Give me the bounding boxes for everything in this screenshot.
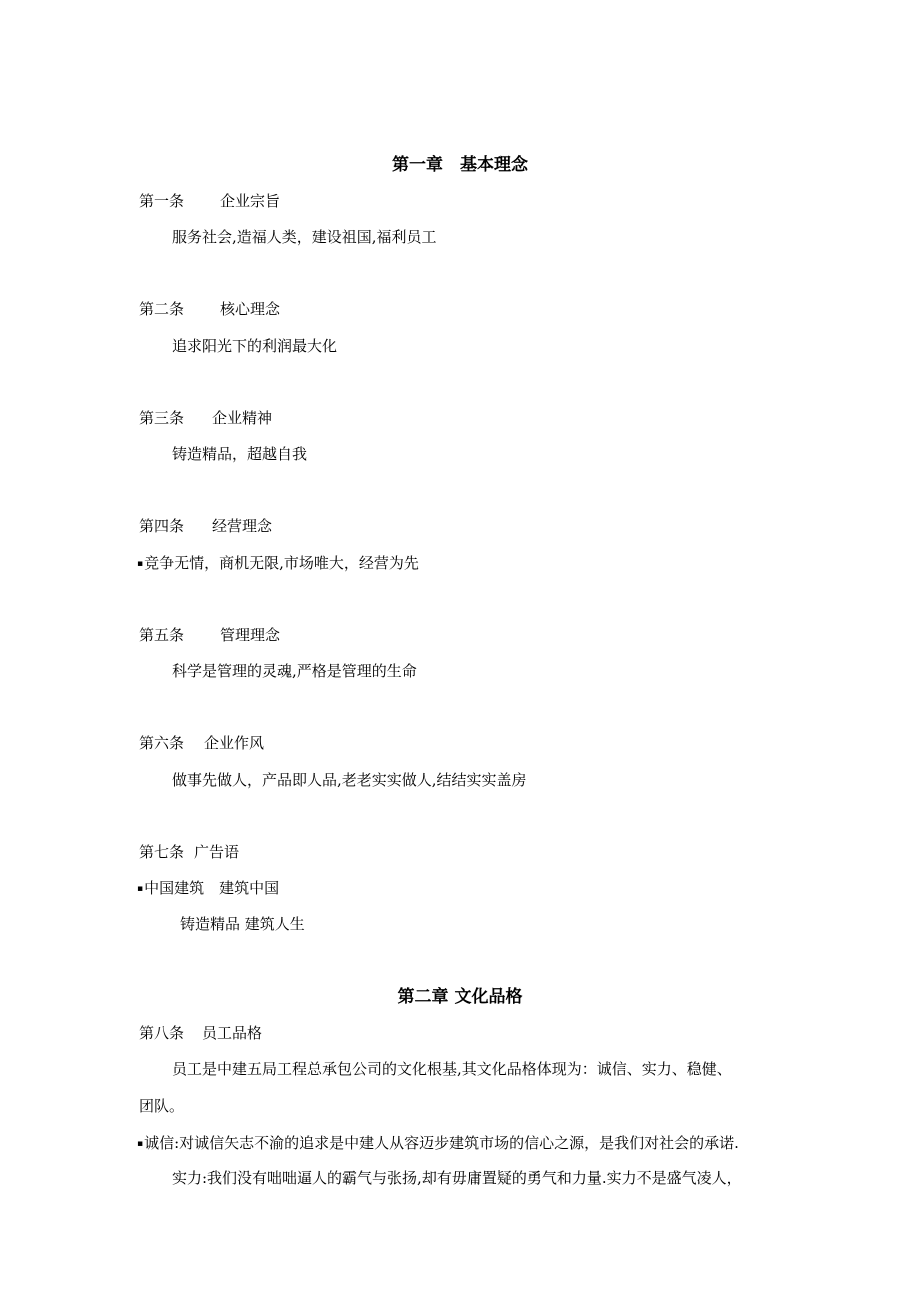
article-content [137,556,419,571]
article-number: 第八条 [139,1024,185,1042]
article-content [137,881,279,896]
article-number: 第一条 [139,192,185,210]
article-content: 团队。 [139,1097,185,1115]
article-content-text: 中国建筑 建筑中国 [144,879,280,897]
bullet-marker: ▪ [137,1139,144,1149]
article-number: 第六条 [139,734,185,752]
article-heading [139,845,239,860]
article-content: 铸造精品 建筑人生 [180,915,305,933]
article-heading [139,194,280,209]
article-name: 广告语 [194,843,240,861]
article-name: 企业宗旨 [220,192,281,210]
article-name: 核心理念 [220,300,281,318]
article-number: 第七条 [139,843,185,861]
article-content: 员工是中建五局工程总承包公司的文化根基,其文化品格体现为：诚信、实力、稳健、 [172,1060,732,1078]
article-number: 第三条 [139,409,185,427]
article-content: 铸造精品，超越自我 [172,445,308,463]
article-name: 经营理念 [212,517,273,535]
article-name: 企业作风 [204,734,265,752]
bullet-marker: ▪ [137,559,144,569]
article-name: 企业精神 [212,409,273,427]
article-heading [139,519,272,534]
article-content [137,1136,739,1151]
article-name: 员工品格 [202,1024,263,1042]
bullet-marker: ▪ [137,884,144,894]
article-content: 追求阳光下的利润最大化 [172,337,338,355]
article-heading [139,302,280,317]
article-heading [139,411,272,426]
article-content: 科学是管理的灵魂,严格是管理的生命 [172,662,417,680]
article-number: 第五条 [139,626,185,644]
article-number: 第二条 [139,300,185,318]
article-heading [139,628,280,643]
article-heading [139,1026,262,1041]
chapter-1-title: 第一章 基本理念 [392,155,528,175]
article-content: 服务社会,造福人类，建设祖国,福利员工 [172,228,437,246]
article-content-text: 竞争无情，商机无限,市场唯大，经营为先 [144,554,419,572]
article-heading [139,736,264,751]
article-number: 第四条 [139,517,185,535]
article-content-text: 诚信:对诚信矢志不渝的追求是中建人从容迈步建筑市场的信心之源，是我们对社会的承诺. [144,1134,739,1152]
chapter-2-title: 第二章 文化品格 [397,987,523,1007]
article-content: 做事先做人，产品即人品,老老实实做人,结结实实盖房 [172,771,527,789]
article-name: 管理理念 [220,626,281,644]
article-content: 实力:我们没有咄咄逼人的霸气与张扬,却有毋庸置疑的勇气和力量.实力不是盛气凌人， [172,1169,742,1187]
